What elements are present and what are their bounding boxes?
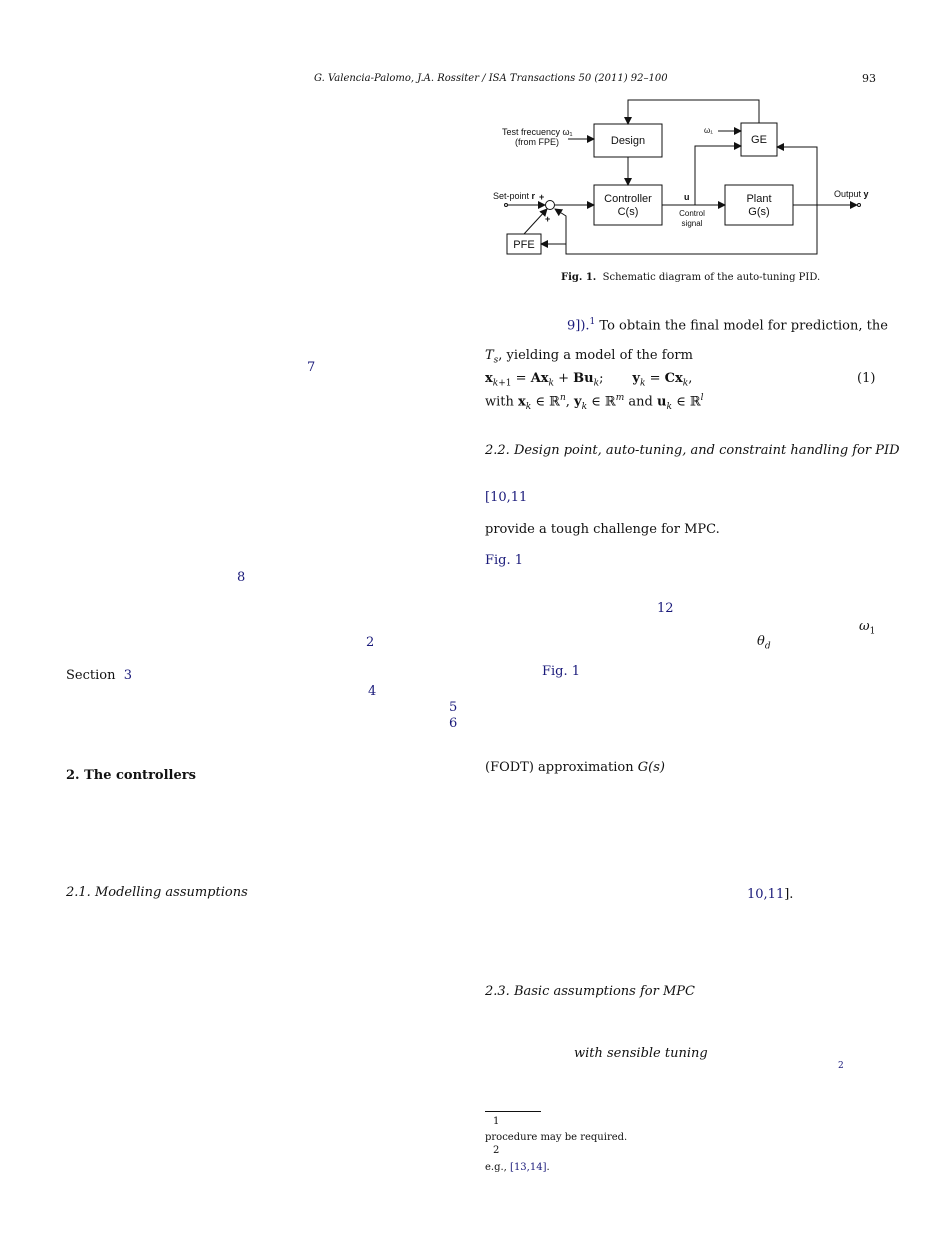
controller-block: [594, 185, 662, 225]
ts-yield-line: [485, 348, 693, 366]
figure-caption: [561, 272, 820, 283]
output-terminal: [858, 204, 861, 207]
setpoint-terminal: [505, 204, 508, 207]
fodt-text: (FODT) approximation: [485, 760, 638, 775]
section-word: Section: [66, 668, 116, 683]
ts-yield-text: , yielding a model of the form: [498, 348, 693, 363]
plus-top-sign: +: [539, 192, 545, 202]
ge-to-design-feedback: [628, 100, 759, 124]
footnote-mark-2[interactable]: 2: [838, 1061, 844, 1071]
sensible-tuning-text: with sensible tuning: [574, 1046, 708, 1061]
section-heading-controllers: 2. The controllers: [66, 768, 196, 783]
fig1-reference-a[interactable]: Fig. 1: [485, 553, 524, 568]
subheading-2-2: 2.2. Design point, auto-tuning, and constraint handling for PID: [485, 443, 900, 458]
output-label: Output y: [834, 189, 869, 199]
citation-10-11-close-line: [747, 887, 793, 902]
reference-6[interactable]: 6: [449, 716, 458, 731]
controller-label: Controller: [604, 193, 652, 205]
reference-5[interactable]: 5: [449, 700, 458, 715]
pfe-label: PFE: [513, 239, 535, 251]
figure-caption-label: Fig. 1.: [561, 272, 597, 283]
reference-8[interactable]: 8: [237, 570, 246, 585]
final-model-line: [567, 317, 888, 333]
design-label: Design: [610, 135, 646, 147]
equation-number: (1): [857, 371, 876, 386]
from-fpe-label: (from FPE): [515, 137, 559, 147]
footnote-1-number: 1: [493, 1116, 500, 1127]
citation-9[interactable]: 9]).: [567, 318, 590, 334]
tough-challenge-text: provide a tough challenge for MPC.: [485, 522, 720, 537]
reference-4[interactable]: 4: [368, 684, 377, 699]
state-space-equation: $x_{k+1} = Ax_k + Bu_k$; $y_k = Cx_k$,: [485, 371, 693, 389]
ge-label: GE: [751, 134, 767, 146]
footnote-2-citation[interactable]: [13,14]: [510, 1162, 547, 1173]
reference-2[interactable]: 2: [366, 635, 375, 650]
subheading-2-3: 2.3. Basic assumptions for MPC: [485, 984, 695, 999]
plant-label: Plant: [746, 193, 772, 205]
footnote-2-number: 2: [493, 1145, 500, 1156]
control-label: Control: [679, 209, 705, 218]
controller-tf-label: C(s): [617, 206, 639, 218]
omega-1-symbol: $\omega_1$: [859, 619, 876, 637]
section-3-link[interactable]: 3: [123, 668, 133, 683]
reference-7[interactable]: 7: [307, 360, 316, 375]
citation-10-11-open[interactable]: [10,11: [485, 490, 528, 505]
fig1-reference-b[interactable]: Fig. 1: [542, 664, 581, 679]
plant-block: [725, 185, 793, 225]
omega-ge-label: ω₁: [704, 126, 713, 135]
close-bracket: ].: [784, 887, 794, 902]
g-of-s: G(s): [637, 760, 665, 775]
signal-label: signal: [681, 219, 703, 228]
test-frequency-label: Test frecuency ω₁: [502, 127, 573, 137]
theta-d-symbol: $\theta_d$: [757, 634, 771, 652]
figure-1-diagram: [484, 96, 874, 256]
section-3-line: [66, 668, 132, 683]
subheading-2-1: 2.1. Modelling assumptions: [66, 885, 248, 900]
final-model-text: To obtain the final model for prediction, the: [595, 318, 888, 334]
minus-sign: -: [558, 206, 561, 216]
dimension-line: with $x_k$ ∈ ℝ$^n$, $y_k$ ∈ ℝ$^m$ and $u_k$ ∈ ℝ$^l$: [485, 393, 704, 412]
footnote-mark-1[interactable]: 1: [589, 317, 596, 327]
ts-symbol: $T_s$: [485, 348, 499, 366]
plus-bottom-sign: +: [545, 214, 551, 224]
running-head: G. Valencia-Palomo, J.A. Rossiter / ISA Transactions 50 (2011) 92–100: [314, 73, 668, 84]
footnote-rule: [485, 1111, 541, 1112]
pfe-to-sum-arrow: [524, 209, 547, 234]
u-label: u: [684, 192, 690, 202]
page-number: 93: [862, 72, 876, 85]
reference-12[interactable]: 12: [657, 601, 674, 616]
setpoint-label: Set-point r: [493, 191, 536, 201]
summing-junction: [546, 201, 555, 210]
fodt-line: [485, 760, 665, 775]
plant-tf-label: G(s): [748, 206, 770, 218]
figure-caption-text: Schematic diagram of the auto-tuning PID.: [602, 272, 821, 283]
footnote-1-text: procedure may be required.: [485, 1132, 628, 1143]
citation-10-11-close[interactable]: 10,11: [747, 887, 785, 902]
footnote-2-text: e.g., [13,14].: [485, 1162, 550, 1173]
